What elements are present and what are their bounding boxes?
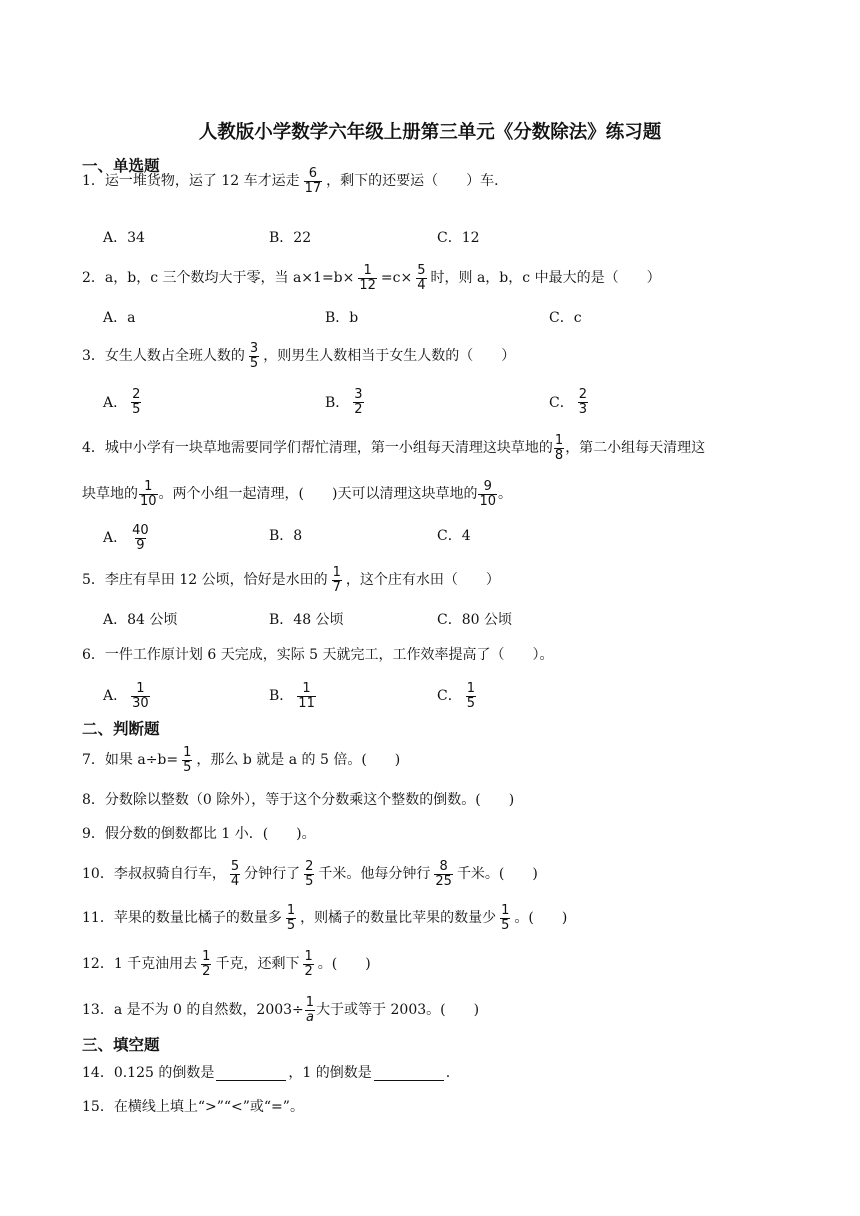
question-10-fraction-1 (230, 860, 240, 889)
question-2-text-middle: =c× (380, 270, 413, 286)
fraction-denominator: 3 (578, 402, 587, 417)
question-1-text-start: 1．运一堆货物，运了 12 车才运走 (82, 173, 300, 189)
fraction-denominator: a (305, 1009, 314, 1025)
option-label: B． (325, 394, 350, 411)
question-5-text-end: ，这个庄有水田（ ） (345, 572, 500, 588)
question-4-fraction-2 (139, 480, 158, 509)
fraction-denominator: 2 (354, 402, 363, 417)
fraction-denominator: 5 (132, 402, 141, 417)
question-3-option-b (325, 388, 368, 417)
fraction-numerator: 1 (501, 902, 510, 918)
question-5-fraction (332, 566, 342, 595)
question-1 (82, 161, 508, 201)
fraction-denominator: 5 (183, 759, 192, 775)
option-fraction (131, 682, 150, 711)
fraction-denominator: 11 (298, 695, 315, 711)
fraction-numerator: 1 (302, 680, 311, 696)
option-fraction (297, 682, 316, 711)
question-10-text-start: 10．李叔叔骑自行车， (82, 866, 226, 882)
option-fraction (353, 388, 363, 417)
question-4-option-b: B．8 (269, 528, 303, 544)
fraction-denominator: 9 (136, 537, 145, 553)
question-2-fraction-2 (416, 264, 426, 293)
question-10-fraction-3 (434, 860, 453, 889)
question-1-option-b: B．22 (269, 230, 312, 246)
question-13-text-start: 13．a 是不为 0 的自然数，2003÷ (82, 1002, 304, 1018)
fraction-numerator: 1 (144, 478, 153, 494)
question-6-option-b (269, 678, 320, 714)
question-1-option-a: A．34 (103, 230, 145, 246)
fraction-numerator: 1 (183, 744, 192, 760)
question-11-text-end: 。( ) (514, 910, 568, 926)
fraction-numerator: 2 (132, 387, 141, 402)
fraction-numerator: 1 (202, 948, 211, 964)
fraction-numerator: 5 (230, 858, 240, 874)
fraction-denominator: 17 (304, 180, 322, 196)
fraction-denominator: 5 (466, 695, 475, 711)
question-10-fraction-2 (304, 860, 314, 889)
fraction-denominator: 12 (359, 277, 376, 293)
question-12-fraction-2 (303, 950, 313, 979)
section-heading-fill-in: 三、填空题 (82, 1036, 160, 1054)
fraction-denominator: 5 (286, 917, 296, 933)
option-fraction (466, 682, 476, 711)
fraction-denominator: 4 (230, 873, 240, 889)
question-3-text-end: ，则男生人数相当于女生人数的（ ） (263, 348, 516, 364)
question-4-option-a (103, 520, 154, 556)
question-15: 15．在横线上填上“>”“<”或“=”。 (82, 1099, 304, 1115)
question-10-text-middle-1: 分钟行了 (244, 866, 301, 882)
fraction-numerator: 2 (578, 387, 587, 402)
question-4-text-middle-2: 。两个小组一起清理，( )天可以清理这块草地的 (158, 486, 478, 502)
section-heading-single-choice: 一、单选题 (82, 157, 160, 175)
question-9: 9．假分数的倒数都比 1 小．( )。 (82, 826, 316, 842)
question-3-fraction (249, 342, 259, 371)
question-10 (82, 854, 538, 894)
fraction-denominator: 5 (305, 873, 314, 889)
question-1-option-c: C．12 (437, 230, 480, 246)
option-label: A． (103, 530, 128, 546)
fraction-numerator: 6 (308, 165, 318, 181)
fraction-numerator: 1 (466, 680, 475, 696)
question-4-option-c: C．4 (437, 528, 471, 544)
question-5-option-c: C．80 公顷 (437, 612, 512, 628)
fraction-numerator: 3 (354, 387, 363, 402)
option-fraction (578, 388, 588, 417)
question-6-option-c (437, 678, 480, 714)
question-11-fraction-2 (500, 904, 510, 933)
option-fraction (131, 388, 141, 417)
question-14 (82, 1063, 450, 1083)
option-label: A． (103, 688, 128, 704)
question-12-fraction-1 (201, 950, 211, 979)
fraction-numerator: 40 (132, 522, 149, 538)
question-4-text-start: 4．城中小学有一块草地需要同学们帮忙清理，第一小组每天清理这块草地的 (82, 440, 553, 456)
fraction-numerator: 8 (439, 858, 448, 874)
fraction-numerator: 9 (483, 478, 492, 494)
question-12-text-end: 。( ) (317, 956, 371, 972)
section-heading-true-false: 二、判断题 (82, 720, 160, 738)
fraction-denominator: 7 (332, 579, 341, 595)
question-12-text-start: 12．1 千克油用去 (82, 956, 198, 972)
fraction-denominator: 5 (501, 917, 510, 933)
question-5-option-b: B．48 公顷 (269, 612, 344, 628)
question-10-text-end: 千米。( ) (456, 866, 538, 882)
question-12 (82, 944, 371, 984)
fraction-denominator: 10 (479, 493, 497, 509)
question-2-option-c: C．c (549, 310, 582, 326)
fraction-denominator: 5 (249, 355, 259, 371)
question-14-text-end: . (445, 1065, 451, 1081)
fraction-denominator: 2 (202, 963, 211, 979)
fraction-numerator: 1 (305, 994, 315, 1010)
option-label: A． (103, 394, 128, 411)
question-4-text-end: 。 (498, 486, 513, 502)
question-7 (82, 740, 400, 780)
fraction-numerator: 1 (332, 564, 341, 580)
fraction-numerator: 2 (305, 858, 314, 874)
question-6-option-a (103, 678, 154, 714)
fraction-denominator: 2 (304, 963, 313, 979)
fraction-numerator: 1 (554, 432, 564, 448)
question-2 (82, 258, 661, 298)
question-1-text-end: ，剩下的还要运（ ）车． (326, 173, 509, 189)
question-2-text-start: 2．a，b，c 三个数均大于零，当 a×1=b× (82, 270, 355, 286)
question-4-fraction-3 (478, 480, 497, 509)
answer-blank[interactable] (374, 1066, 444, 1081)
fraction-numerator: 1 (136, 680, 145, 696)
question-7-fraction (182, 746, 192, 775)
question-2-text-end: 时，则 a，b，c 中最大的是（ ） (430, 270, 661, 286)
question-4-line-2 (82, 476, 512, 512)
option-label: C． (549, 394, 574, 411)
fraction-numerator: 1 (304, 948, 313, 964)
question-7-text-start: 7．如果 a÷b= (82, 752, 179, 768)
question-6: 6．一件工作原计划 6 天完成，实际 5 天就完工，工作效率提高了（ ）。 (82, 647, 554, 663)
question-5-option-a: A．84 公顷 (103, 612, 178, 628)
question-14-text-start: 14．0.125 的倒数是 (82, 1065, 215, 1081)
document-title: 人教版小学数学六年级上册第三单元《分数除法》练习题 (198, 122, 662, 143)
question-3-option-a (103, 388, 145, 417)
question-2-option-b: B．b (325, 310, 359, 326)
fraction-denominator: 10 (140, 493, 157, 509)
answer-blank[interactable] (216, 1066, 286, 1081)
question-4-text-continued: 块草地的 (82, 486, 138, 502)
question-5-text-start: 5．李庄有旱田 12 公顷，恰好是水田的 (82, 572, 328, 588)
question-4-text-middle: ，第二小组每天清理这 (565, 440, 706, 456)
question-11 (82, 898, 567, 938)
question-14-text-middle: ，1 的倒数是 (288, 1065, 372, 1081)
question-4-fraction-1 (554, 434, 564, 463)
question-7-text-end: ，那么 b 就是 a 的 5 倍。( ) (196, 752, 401, 768)
option-label: B． (269, 688, 294, 704)
question-11-fraction-1 (286, 904, 296, 933)
question-2-fraction-1 (358, 264, 377, 293)
fraction-denominator: 8 (554, 447, 564, 463)
question-5 (82, 560, 500, 600)
question-11-text-middle: ，则橘子的数量比苹果的数量少 (300, 910, 497, 926)
fraction-numerator: 5 (417, 262, 426, 278)
question-13-fraction (305, 996, 315, 1025)
option-label: C． (437, 688, 462, 704)
fraction-numerator: 1 (286, 902, 296, 918)
question-1-fraction (304, 167, 323, 196)
question-4-line-1 (82, 430, 705, 466)
question-3-text-start: 3．女生人数占全班人数的 (82, 348, 245, 364)
fraction-denominator: 4 (417, 277, 426, 293)
fraction-numerator: 1 (363, 262, 372, 278)
question-8: 8．分数除以整数（0 除外），等于这个分数乘这个整数的倒数。( ) (82, 792, 515, 808)
question-12-text-middle: 千克，还剩下 (215, 956, 300, 972)
question-13 (82, 990, 479, 1030)
question-3-option-c (549, 388, 592, 417)
fraction-denominator: 30 (132, 695, 149, 711)
question-3 (82, 336, 515, 376)
question-2-option-a: A．a (103, 310, 136, 326)
question-11-text-start: 11．苹果的数量比橘子的数量多 (82, 910, 282, 926)
option-fraction (131, 524, 150, 553)
fraction-numerator: 3 (249, 340, 259, 356)
question-10-text-middle-2: 千米。他每分钟行 (318, 866, 431, 882)
fraction-denominator: 25 (435, 873, 452, 889)
question-13-text-end: 大于或等于 2003。( ) (316, 1002, 480, 1018)
